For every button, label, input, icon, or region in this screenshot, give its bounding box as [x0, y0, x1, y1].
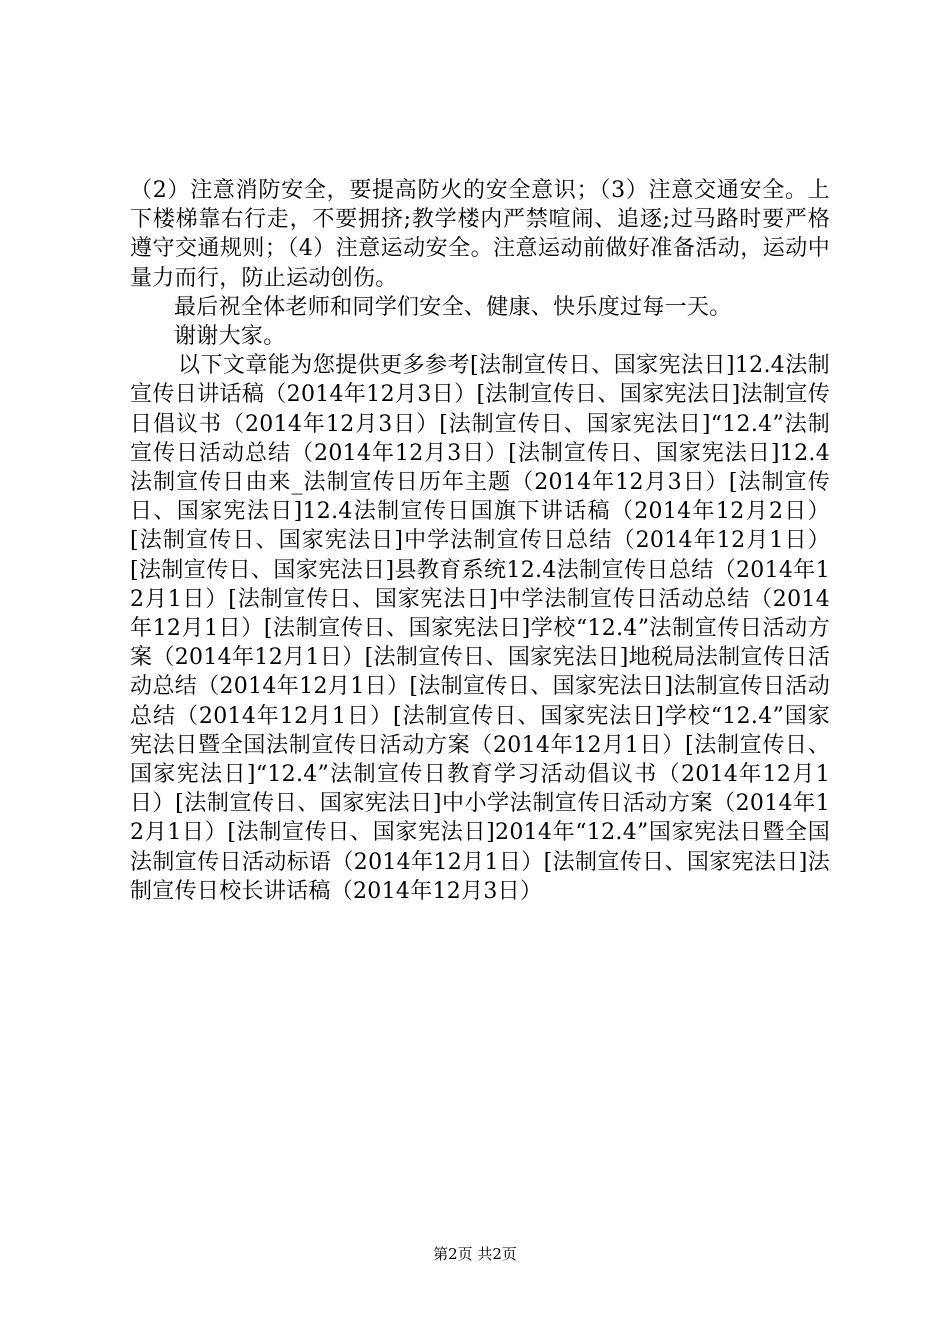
paragraph-thanks: 谢谢大家。: [174, 324, 286, 350]
page-number-footer: 第2页 共2页: [433, 1245, 517, 1263]
paragraph-closing-wish: 最后祝全体老师和同学们安全、健康、快乐度过每一天。: [174, 294, 732, 320]
paragraph-safety-tips: （2）注意消防安全，要提高防火的安全意识；（3）注意交通安全。上下楼梯靠右行走，不要拥挤;教学楼内严禁喧闹、追逐;过马路时要严格遵守交通规则；（4）注意运动安全。注意运动前做好准备活动，运动中量力而行，防止运动创伤。: [130, 178, 830, 291]
document-body: [130, 176, 830, 906]
paragraph-related-articles: 以下文章能为您提供更多参考[法制宣传日、国家宪法日]12.4法制宣传日讲话稿（2014年12月3日）[法制宣传日、国家宪法日]法制宣传日倡议书（2014年12月3日）[法制宣传日、国家宪法日]“12.4”法制宣传日活动总结（2014年12月3日）[法制宣传日、国家宪法日]12.4法制宣传日由来_法制宣传日历年主题（2014年12月3日）[法制宣传日、国家宪法日]12.4法制宣传日国旗下讲话稿（2014年12月2日）[法制宣传日、国家宪法日]中学法制宣传日总结（2014年12月1日）[法制宣传日、国家宪法日]县教育系统12.4法制宣传日总结（2014年12月1日）[法制宣传日、国家宪法日]中学法制宣传日活动总结（2014年12月1日）[法制宣传日、国家宪法日]学校“12.4”法制宣传日活动方案（2014年12月1日）[法制宣传日、国家宪法日]地税局法制宣传日活动总结（2014年12月1日）[法制宣传日、国家宪法日]法制宣传日活动总结（2014年12月1日）[法制宣传日、国家宪法日]学校“12.4”国家宪法日暨全国法制宣传日活动方案（2014年12月1日）[法制宣传日、国家宪法日]“12.4”法制宣传日教育学习活动倡议书（2014年12月1日）[法制宣传日、国家宪法日]中小学法制宣传日活动方案（2014年12月1日）[法制宣传日、国家宪法日]2014年“12.4”国家宪法日暨全国法制宣传日活动标语（2014年12月1日）[法制宣传日、国家宪法日]法制宣传日校长讲话稿（2014年12月3日）: [130, 353, 830, 904]
